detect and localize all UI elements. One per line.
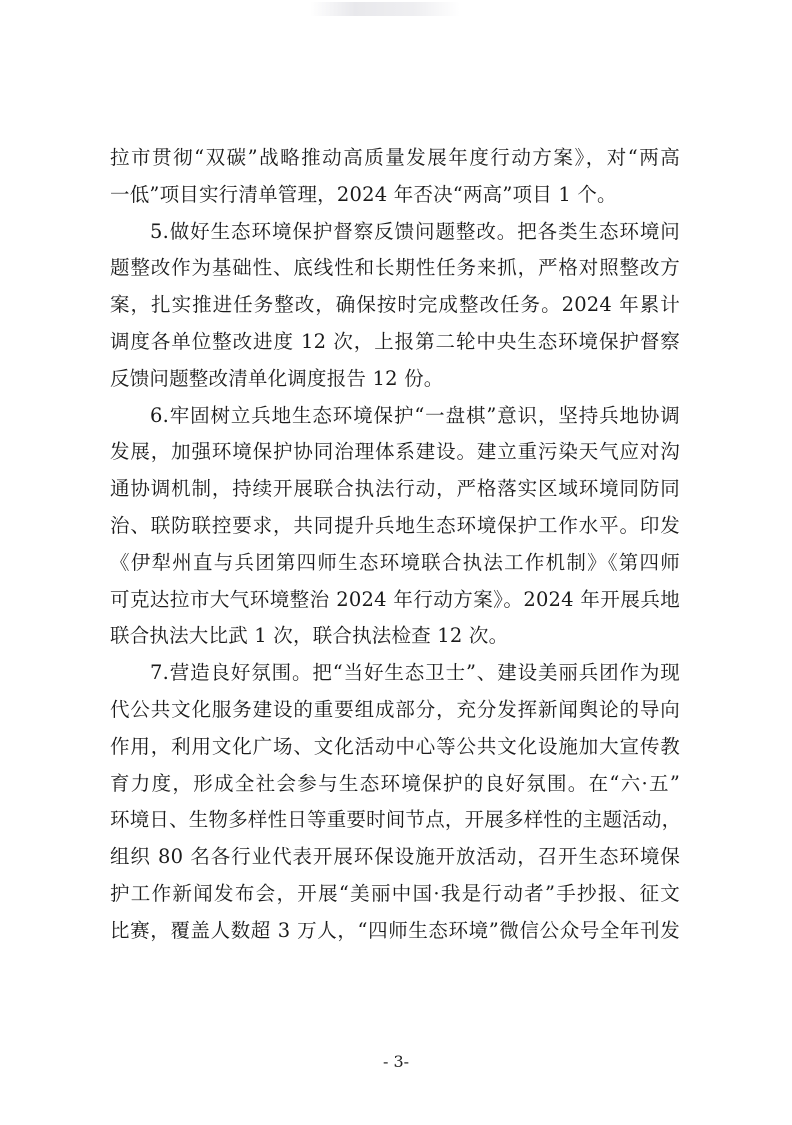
body-text	[110, 140, 680, 950]
text-line: 护工作新闻发布会，开展“美丽中国·我是行动者”手抄报、征文	[110, 881, 680, 905]
text-line: 代公共文化服务建设的重要组成部分，充分发挥新闻舆论的导向	[110, 697, 680, 721]
text-line: 比赛，覆盖人数超 3 万人，“四师生态环境”微信公众号全年刊发	[110, 918, 680, 942]
text-line: 7.营造良好氛围。把“当好生态卫士”、建设美丽兵团作为现	[150, 661, 680, 685]
text-line: 反馈问题整改清单化调度报告 12 份。	[110, 366, 444, 390]
text-line: 发展，加强环境保护协同治理体系建设。建立重污染天气应对沟	[110, 440, 680, 464]
scan-mark	[310, 2, 460, 16]
text-line: 6.牢固树立兵地生态环境保护“一盘棋”意识，坚持兵地协调	[150, 403, 680, 427]
text-line: 治、联防联控要求，共同提升兵地生态环境保护工作水平。印发	[110, 513, 680, 537]
text-line: 环境日、生物多样性日等重要时间节点，开展多样性的主题活动，	[110, 808, 682, 832]
text-line: 联合执法大比武 1 次，联合执法检查 12 次。	[110, 624, 509, 648]
text-line: 通协调机制，持续开展联合执法行动，严格落实区域环境同防同	[110, 477, 680, 501]
text-line: 题整改作为基础性、底线性和长期性任务来抓，严格对照整改方	[110, 256, 680, 280]
text-line: 作用，利用文化广场、文化活动中心等公共文化设施加大宣传教	[110, 734, 680, 758]
text-line: 案，扎实推进任务整改，确保按时完成整改任务。2024 年累计	[110, 293, 680, 317]
text-line: 5.做好生态环境保护督察反馈问题整改。把各类生态环境问	[150, 219, 680, 243]
page-number: - 3-	[382, 1052, 410, 1071]
text-line: 可克达拉市大气环境整治 2024 年行动方案》。2024 年开展兵地	[110, 587, 680, 611]
text-line: 一低”项目实行清单管理，2024 年否决“两高”项目 1 个。	[110, 182, 617, 206]
text-line: 《伊犁州直与兵团第四师生态环境联合执法工作机制》《第四师	[110, 550, 680, 574]
text-line: 拉市贯彻“双碳”战略推动高质量发展年度行动方案》，对“两高	[110, 146, 680, 169]
text-line: 育力度，形成全社会参与生态环境保护的良好氛围。在“六·五”	[110, 771, 680, 795]
text-line: 调度各单位整改进度 12 次，上报第二轮中央生态环境保护督察	[110, 329, 680, 353]
text-line: 组织 80 名各行业代表开展环保设施开放活动，召开生态环境保	[110, 845, 680, 869]
